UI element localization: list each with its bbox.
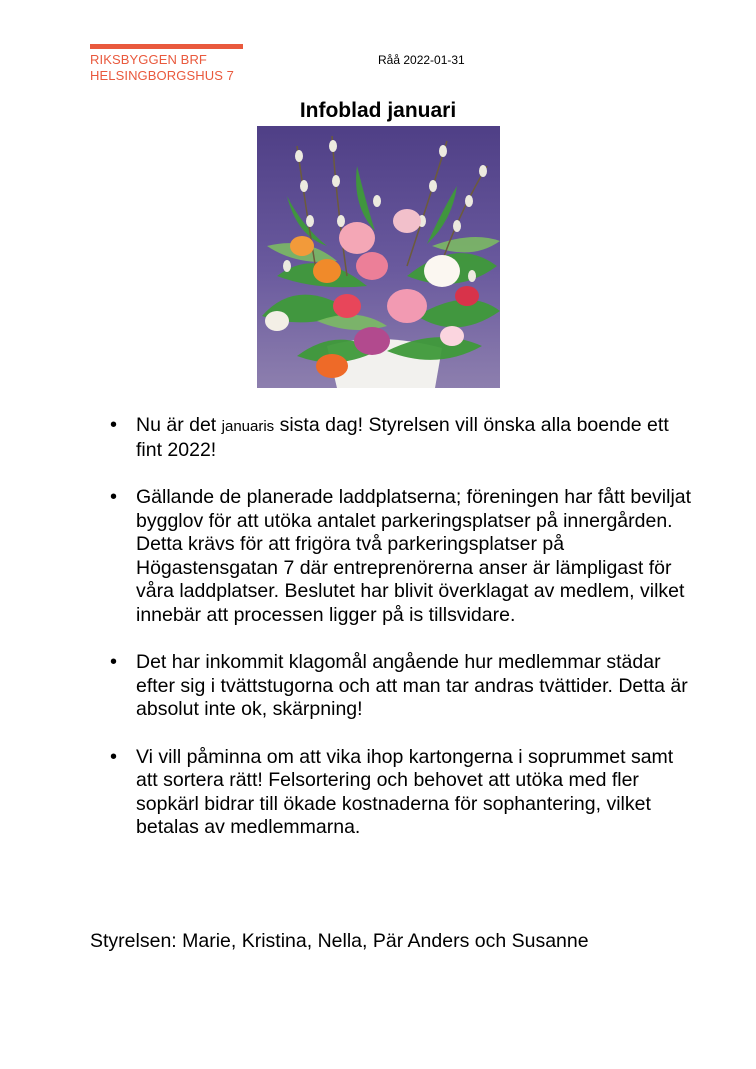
bullet-list [108,414,698,864]
bullet-new-year-post: sista dag! Styrelsen vill önska alla boende ett fint 2022! [136,414,669,461]
bullet-new-year-small: januaris [221,418,275,435]
bullet-new-year-pre: Nu är det [136,414,222,436]
bullet-waste-sorting: • Vi vill påminna om att vika ihop kartongerna i soprummet samt att sortera rätt! Felsortering och behovet att utöka med fler sopkärl bidrar till ökade kostnaderna för sophantering, vilket betalas av medlemmarna. [108,746,698,840]
org-line-1: RIKSBYGGEN BRF [90,52,207,67]
document-date: Råå 2022-01-31 [378,53,465,67]
flower-bouquet-image [257,126,500,388]
bullet-laundry-complaints: • Det har inkommit klagomål angående hur medlemmar städar efter sig i tvättstugorna och att man tar andras tvättider. Detta är absolut inte ok, skärpning! [108,651,698,722]
org-line-2: HELSINGBORGSHUS 7 [90,68,235,83]
organization-name [90,52,234,84]
bullet-charging-spots: • Gällande de planerade laddplatserna; föreningen har fått beviljat bygglov för att utöka antalet parkeringsplatser på innergården. Detta krävs för att frigöra två parkeringsplatser på Högastensgatan 7 där entreprenörerna anser är lämpligast för våra laddplatser. Beslutet har blivit överklagat av medlem, vilket innebär att processen ligger på is tillsvidare. [108,486,698,627]
bullet-new-year [108,414,698,462]
logo-bar [90,44,243,49]
page-title: Infoblad januari [299,99,457,122]
board-signature: Styrelsen: Marie, Kristina, Nella, Pär Anders och Susanne [90,930,589,952]
